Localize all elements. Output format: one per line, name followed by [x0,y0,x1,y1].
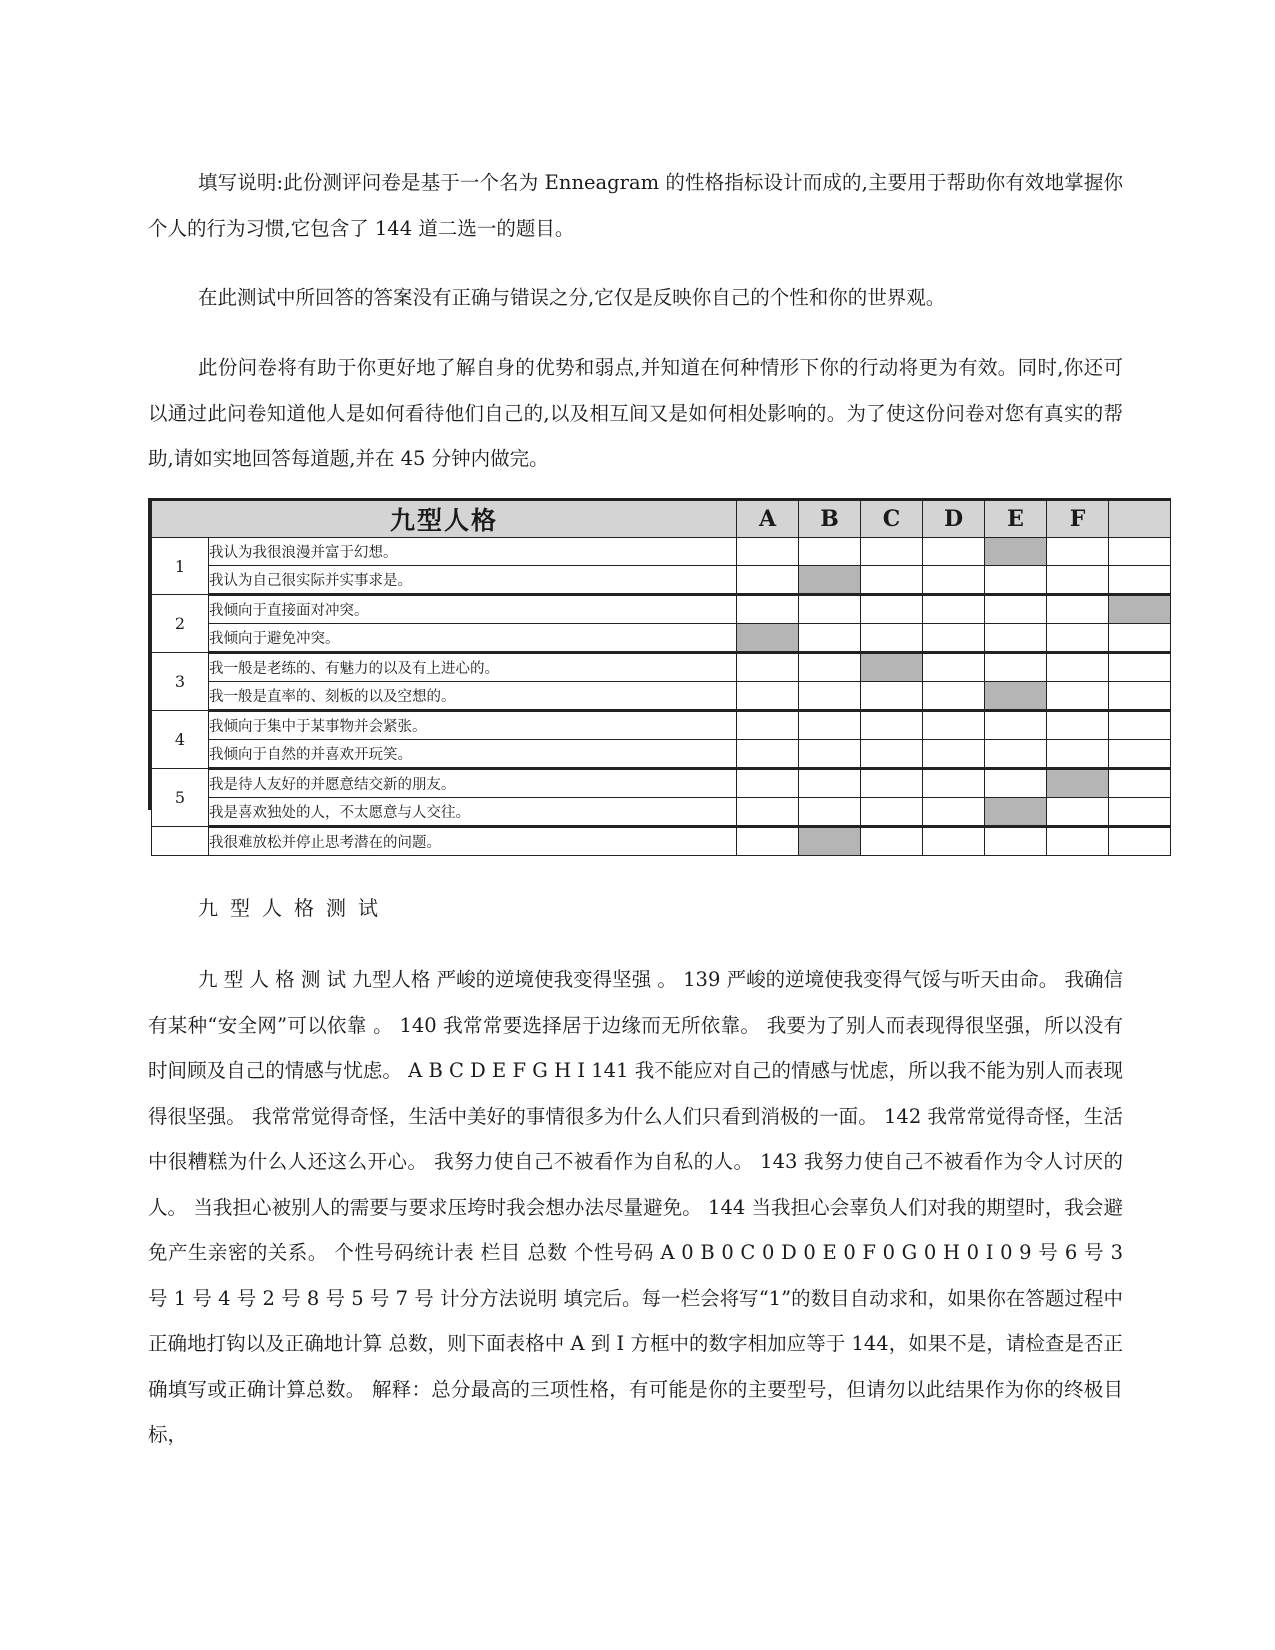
question-number: 3 [152,653,209,711]
answer-cell-f [1047,624,1109,653]
col-header-d: D [923,500,985,538]
instructions-paragraph: 填写说明:此份测评问卷是基于一个名为 Enneagram 的性格指标设计而成的,主要用于帮助你有效地掌握你个人的行为习惯,它包含了 144 道二选一的题目。 [148,171,1123,240]
answer-cell-e [985,538,1047,566]
answer-cell-f [1047,566,1109,595]
answer-cell-a [737,711,799,740]
statement-text: 我倾向于直接面对冲突。 [209,595,737,624]
answer-cell-c [861,595,923,624]
question-number [152,827,209,856]
answer-cell-g [1109,740,1171,769]
statement-text: 我是喜欢独处的人，不太愿意与人交往。 [209,798,737,827]
table-row [152,682,1171,711]
section-heading: 九型人格测试 [198,896,390,920]
table-row [152,827,1171,856]
table-row [152,798,1171,827]
answer-cell-f [1047,711,1109,740]
answer-cell-a [737,653,799,682]
answer-cell-c [861,624,923,653]
purpose-paragraph: 此份问卷将有助于你更好地了解自身的优势和弱点,并知道在何种情形下你的行动将更为有效。同时,你还可以通过此问卷知道他人是如何看待他们自己的,以及相互间又是如何相处影响的。为了使这份问卷对您有真实的帮助,请如实地回答每道题,并在 45 分钟内做完。 [148,356,1123,470]
answer-cell-e [985,653,1047,682]
answer-cell-b [799,682,861,711]
answer-cell-c [861,566,923,595]
answer-cell-g [1109,711,1171,740]
answer-cell-b [799,653,861,682]
answer-cell-f [1047,682,1109,711]
answer-cell-c [861,769,923,798]
answer-cell-a [737,740,799,769]
answer-cell-b [799,740,861,769]
answer-cell-g [1109,827,1171,856]
statement-text: 我认为我很浪漫并富于幻想。 [209,538,737,566]
answer-cell-b [799,769,861,798]
answer-cell-c [861,653,923,682]
table-title: 九型人格 [152,500,737,538]
answer-cell-d [923,595,985,624]
answer-cell-d [923,538,985,566]
answer-cell-a [737,624,799,653]
col-header-a: A [737,500,799,538]
col-header-g [1109,500,1171,538]
answer-cell-e [985,595,1047,624]
statement-text: 我一般是直率的、刻板的以及空想的。 [209,682,737,711]
statement-text: 我倾向于集中于某事物并会紧张。 [209,711,737,740]
answer-cell-e [985,682,1047,711]
answer-cell-a [737,769,799,798]
question-number: 1 [152,538,209,595]
questionnaire-table [151,498,1171,856]
answer-cell-f [1047,740,1109,769]
answer-cell-b [799,711,861,740]
answer-cell-b [799,624,861,653]
answer-cell-c [861,827,923,856]
answer-cell-d [923,740,985,769]
answer-cell-d [923,798,985,827]
answer-cell-g [1109,682,1171,711]
answer-cell-f [1047,653,1109,682]
answer-cell-f [1047,769,1109,798]
answer-cell-e [985,769,1047,798]
answer-cell-a [737,827,799,856]
answer-cell-b [799,538,861,566]
table-row [152,711,1171,740]
col-header-e: E [985,500,1047,538]
answer-cell-d [923,827,985,856]
answer-cell-e [985,827,1047,856]
statement-text: 我认为自己很实际并实事求是。 [209,566,737,595]
answer-cell-d [923,624,985,653]
statement-text: 我倾向于自然的并喜欢开玩笑。 [209,740,737,769]
answer-cell-f [1047,827,1109,856]
answer-cell-g [1109,595,1171,624]
table-header-row [152,500,1171,538]
table-row [152,653,1171,682]
answer-cell-e [985,740,1047,769]
no-right-answer-paragraph: 在此测试中所回答的答案没有正确与错误之分,它仅是反映你自己的个性和你的世界观。 [198,286,946,309]
answer-cell-b [799,827,861,856]
answer-cell-d [923,711,985,740]
answer-cell-g [1109,566,1171,595]
answer-cell-a [737,538,799,566]
answer-cell-d [923,566,985,595]
answer-cell-a [737,798,799,827]
question-number: 2 [152,595,209,653]
answer-cell-d [923,682,985,711]
answer-cell-e [985,624,1047,653]
statement-text: 我很难放松并停止思考潜在的问题。 [209,827,737,856]
answer-cell-b [799,798,861,827]
answer-cell-f [1047,595,1109,624]
table-row [152,595,1171,624]
table-row [152,538,1171,566]
answer-cell-b [799,566,861,595]
answer-cell-a [737,682,799,711]
statement-text: 我是待人友好的并愿意结交新的朋友。 [209,769,737,798]
answer-cell-a [737,595,799,624]
question-number: 5 [152,769,209,827]
answer-cell-e [985,566,1047,595]
table-row [152,566,1171,595]
answer-cell-d [923,769,985,798]
col-header-c: C [861,500,923,538]
question-number: 4 [152,711,209,769]
answer-cell-c [861,711,923,740]
statement-text: 我倾向于避免冲突。 [209,624,737,653]
table-row [152,769,1171,798]
answer-cell-g [1109,769,1171,798]
col-header-f: F [1047,500,1109,538]
answer-cell-f [1047,538,1109,566]
statement-text: 我一般是老练的、有魅力的以及有上进心的。 [209,653,737,682]
answer-cell-b [799,595,861,624]
answer-cell-c [861,538,923,566]
questionnaire-body-text: 九 型 人 格 测 试 九型人格 严峻的逆境使我变得坚强 。 139 严峻的逆境使我变得气馁与听天由命。 我确信有某种“安全网”可以依靠 。 140 我常常要选择居于边缘而无所依靠。 我要为了别人而表现得很坚强，所以没有时间顾及自己的情感与忧虑。 A B C D E F G H I 141 我不能应对自己的情感与忧虑，所以我不能为别人而表现得很坚强。 我常常觉得奇怪，生活中美好的事情很多为什么人们只看到消极的一面。 142 我常常觉得奇怪，生活中很糟糕为什么人还这么开心。 我努力使自己不被看作为自私的人。 143 我努力使自己不被看作为令人讨厌的人。 当我担心被别人的需要与要求压垮时我会想办法尽量避免。 144 当我担心会辜负人们对我的期望时，我会避免产生亲密的关系。 个性号码统计表 栏目 总数 个性号码 A 0 B 0 C 0 D 0 E 0 F 0 G 0 H 0 I 0 9 号 6 号 3 号 1 号 4 号 2 号 8 号 5 号 7 号 计分方法说明 填完后。每一栏会将写“1”的数目自动求和，如果你在答题过程中正确地打钩以及正确地计算 总数，则下面表格中 A 到 I 方框中的数字相加应等于 144，如果不是，请检查是否正确填写或正确计算总数。 解释：总分最高的三项性格，有可能是你的主要型号，但请勿以此结果作为你的终极目标， [148,968,1123,1446]
table-row [152,740,1171,769]
table-row [152,624,1171,653]
answer-cell-a [737,566,799,595]
answer-cell-g [1109,538,1171,566]
answer-cell-c [861,798,923,827]
answer-cell-c [861,682,923,711]
answer-cell-e [985,711,1047,740]
answer-cell-c [861,740,923,769]
answer-cell-e [985,798,1047,827]
answer-cell-f [1047,798,1109,827]
answer-cell-g [1109,798,1171,827]
col-header-b: B [799,500,861,538]
questionnaire-table-image [148,498,1181,851]
table-body [152,538,1171,856]
answer-cell-d [923,653,985,682]
answer-cell-g [1109,624,1171,653]
answer-cell-g [1109,653,1171,682]
